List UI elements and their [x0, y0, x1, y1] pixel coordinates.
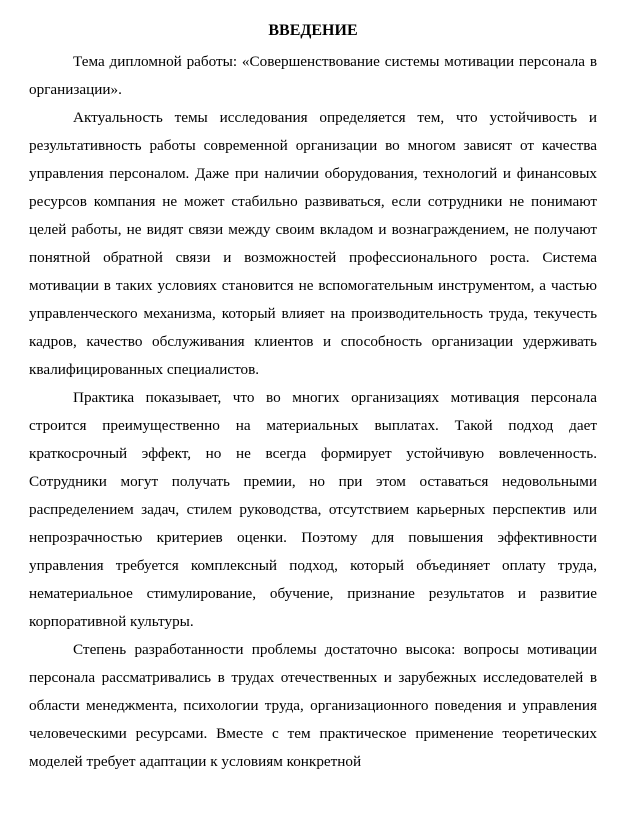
paragraph-relevance: Актуальность темы исследования определяется тем, что устойчивость и результативность работы современной организации во многом зависят от качества управления персоналом. Даже при наличии оборудования, технологий и финансовых ресурсов компания не может стабильно развиваться, если сотрудники не понимают целей работы, не видят связи между своим вкладом и вознаграждением, не получают понятной обратной связи и возможностей профессионального роста. Система мотивации в таких условиях становится не вспомогательным инструментом, а частью управленческого механизма, который влияет на производительность труда, текучесть кадров, качество обслуживания клиентов и способность организации удерживать квалифицированных специалистов. — [29, 109, 597, 378]
document-title: ВВЕДЕНИЕ — [268, 22, 358, 39]
paragraph-research-degree: Степень разработанности проблемы достаточно высока: вопросы мотивации персонала рассматривались в трудах отечественных и зарубежных исследователей в области менеджмента, психологии труда, организационного поведения и управления человеческими ресурсами. Вместе с тем практическое применение теоретических моделей требует адаптации к условиям конкретной — [29, 641, 597, 770]
document-page — [29, 14, 597, 776]
paragraph-practice: Практика показывает, что во многих организациях мотивация персонала строится преимущественно на материальных выплатах. Такой подход дает краткосрочный эффект, но не всегда формирует устойчивую вовлеченность. Сотрудники могут получать премии, но при этом оставаться недовольными распределением задач, стилем руководства, отсутствием карьерных перспектив или непрозрачностью критериев оценки. Поэтому для повышения эффективности управления требуется комплексный подход, который объединяет оплату труда, нематериальное стимулирование, обучение, признание результатов и развитие корпоративной культуры. — [29, 389, 597, 630]
paragraph-topic: Тема дипломной работы: «Совершенствование системы мотивации персонала в организации». — [29, 53, 597, 98]
